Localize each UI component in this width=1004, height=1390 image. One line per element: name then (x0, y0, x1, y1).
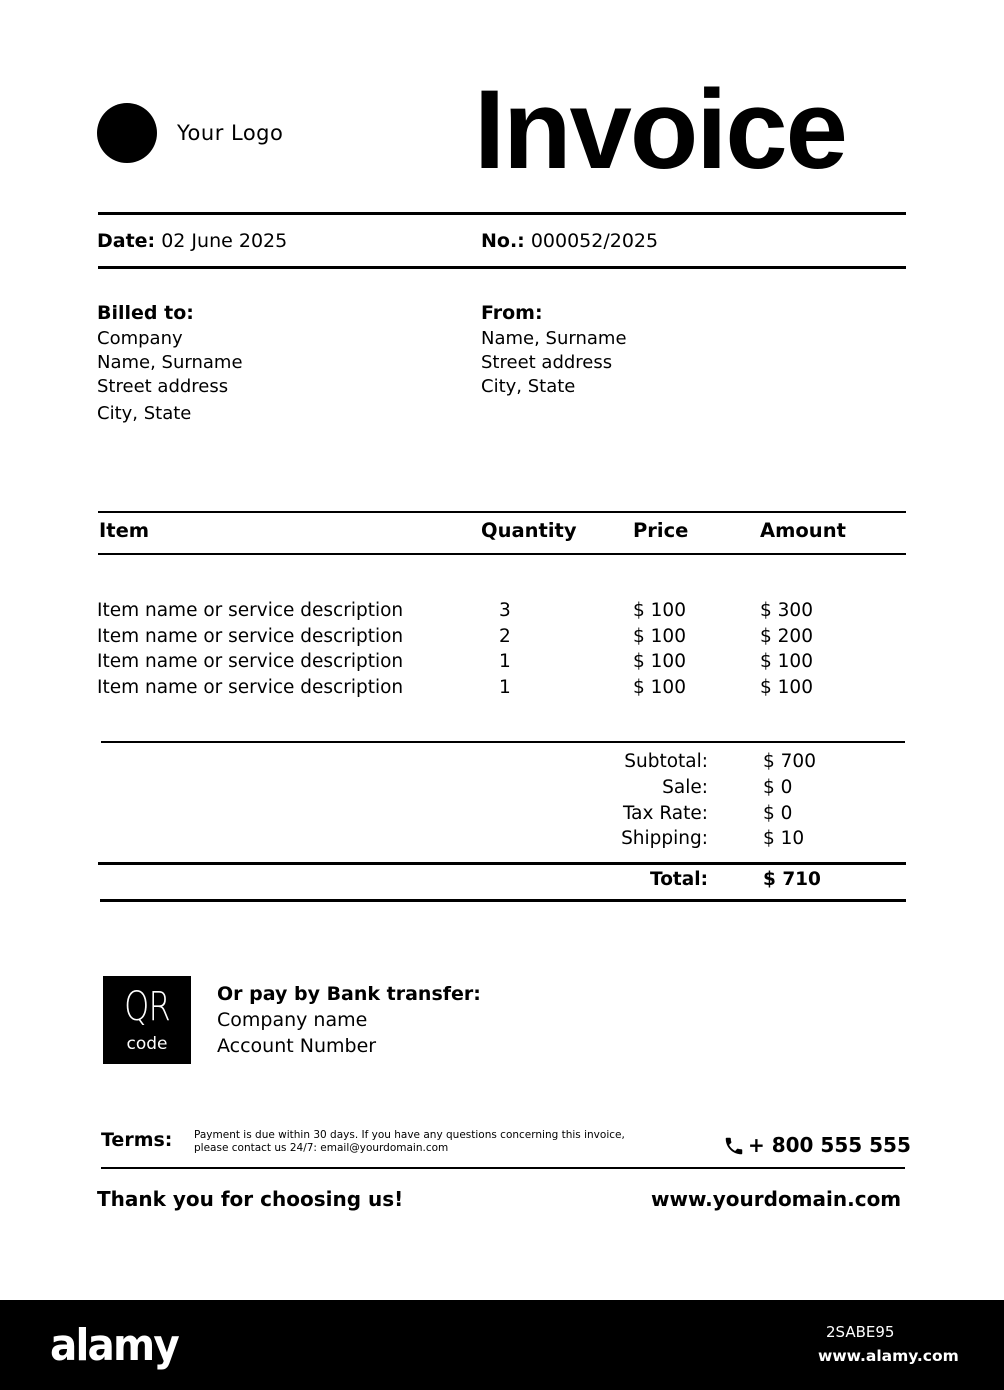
column-header-amount: Amount (760, 519, 846, 542)
total-label: Total: (650, 869, 708, 890)
bank-company-name: Company name (217, 1009, 368, 1031)
logo-circle (97, 103, 157, 163)
image-id: 2SABE95 (826, 1323, 895, 1341)
item-description: Item name or service description (97, 651, 404, 672)
column-header-item: Item (99, 519, 150, 542)
from-line: Name, Surname (481, 328, 627, 349)
divider (98, 511, 906, 513)
thank-you-text: Thank you for choosing us! (97, 1187, 404, 1211)
billed-to-line: Company (97, 328, 183, 349)
total-value: $ 710 (763, 869, 821, 890)
date-label: Date: (97, 230, 156, 252)
phone-number: + 800 555 555 (748, 1133, 911, 1157)
item-quantity: 2 (499, 626, 511, 647)
divider (100, 899, 906, 902)
item-description: Item name or service description (97, 626, 404, 647)
invoice-date (97, 230, 287, 252)
logo-text: Your Logo (177, 121, 284, 145)
item-price: $ 100 (633, 651, 686, 672)
website-text: www.yourdomain.com (651, 1187, 902, 1211)
subtotal-value: $ 700 (763, 751, 816, 772)
divider (98, 212, 906, 215)
from-line: City, State (481, 376, 576, 397)
bank-account-number: Account Number (217, 1035, 377, 1057)
divider (101, 741, 905, 743)
qr-label: QR (124, 984, 170, 1030)
alamy-logo: alamy (50, 1320, 178, 1371)
item-amount: $ 100 (760, 677, 813, 698)
item-description: Item name or service description (97, 600, 404, 621)
column-header-quantity: Quantity (481, 519, 577, 542)
column-header-price: Price (633, 519, 689, 542)
date-value: 02 June 2025 (161, 230, 288, 252)
invoice-title: Invoice (474, 67, 846, 192)
billed-to-line: Street address (97, 376, 229, 397)
item-quantity: 3 (499, 600, 511, 621)
item-price: $ 100 (633, 677, 686, 698)
sale-label: Sale: (662, 777, 708, 798)
qr-code-placeholder (103, 976, 191, 1064)
divider (101, 1167, 905, 1169)
item-description: Item name or service description (97, 677, 404, 698)
invoice-number (481, 230, 658, 252)
phone-icon (723, 1135, 745, 1157)
item-amount: $ 100 (760, 651, 813, 672)
item-amount: $ 200 (760, 626, 813, 647)
terms-text-line: please contact us 24/7: email@yourdomain.com (194, 1142, 449, 1154)
terms-label: Terms: (101, 1129, 173, 1151)
billed-to-label: Billed to: (97, 302, 194, 324)
item-price: $ 100 (633, 626, 686, 647)
tax-rate-label: Tax Rate: (622, 803, 708, 824)
from-block (481, 301, 627, 399)
divider (98, 553, 906, 555)
billed-to-block (97, 301, 243, 426)
qr-sublabel: code (126, 1034, 168, 1054)
from-label: From: (481, 302, 543, 324)
number-label: No.: (481, 230, 525, 252)
watermark-site: www.alamy.com (818, 1347, 959, 1365)
shipping-label: Shipping: (621, 828, 708, 849)
billed-to-line: City, State (97, 403, 192, 424)
divider (98, 266, 906, 269)
terms-text-line: Payment is due within 30 days. If you have any questions concerning this invoice, (194, 1129, 625, 1141)
item-amount: $ 300 (760, 600, 813, 621)
subtotal-label: Subtotal: (624, 751, 708, 772)
terms-text (194, 1129, 664, 1155)
item-quantity: 1 (499, 677, 511, 698)
divider (98, 862, 906, 865)
item-price: $ 100 (633, 600, 686, 621)
sale-value: $ 0 (763, 777, 793, 798)
billed-to-line: Name, Surname (97, 352, 243, 373)
bank-transfer-title: Or pay by Bank transfer: (217, 983, 481, 1005)
tax-rate-value: $ 0 (763, 803, 793, 824)
shipping-value: $ 10 (763, 828, 805, 849)
number-value: 000052/2025 (530, 230, 659, 252)
from-line: Street address (481, 352, 613, 373)
item-quantity: 1 (499, 651, 511, 672)
